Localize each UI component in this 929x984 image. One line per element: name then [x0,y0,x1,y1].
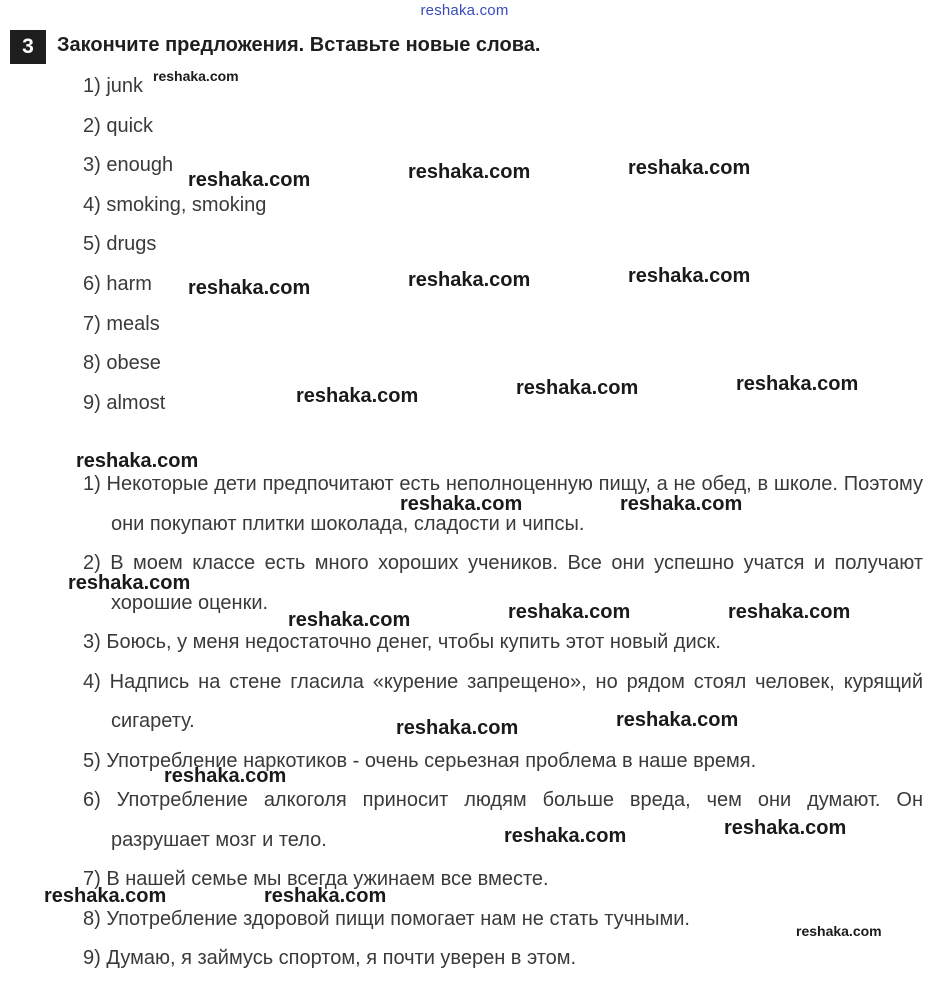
exercise-title: Закончите предложения. Вставьте новые слова. [57,34,541,56]
answer-item: 5) drugs [83,233,157,256]
watermark: reshaka.com [408,269,531,291]
watermark: reshaka.com [508,601,631,623]
answer-item: 7) meals [83,312,160,335]
answer-item: 9) almost [83,391,166,414]
answer-item: 2) quick [83,114,154,137]
translation-item: 5) Употребление наркотиков - очень серьезная проблема в наше время. [83,749,757,772]
watermark: reshaka.com [516,377,639,399]
watermark: reshaka.com [796,923,882,939]
watermark: reshaka.com [400,493,523,515]
translation-item: 2) В моем классе есть много хороших учеников. Все они успешно учатся и получают хорошие оценки. [83,552,923,614]
answer-item: 8) obese [83,352,161,375]
exercise-number-badge: 3 [10,30,46,64]
watermark: reshaka.com [628,265,751,287]
watermark: reshaka.com [620,493,743,515]
watermark: reshaka.com [288,609,411,631]
answer-list [83,73,266,429]
watermark: reshaka.com [616,709,739,731]
watermark: reshaka.com [396,717,519,739]
watermark: reshaka.com [68,572,191,594]
watermark: reshaka.com [724,817,847,839]
answer-item: 6) harm [83,272,152,295]
watermark: reshaka.com [188,277,311,299]
site-header-watermark: reshaka.com [420,2,509,19]
answer-item: 4) smoking, smoking [83,193,267,216]
translation-item: 4) Надпись на стене гласила «курение запрещено», но рядом стоял человек, курящий сигарету. [83,670,923,732]
translation-item: 6) Употребление алкоголя приносит людям больше вреда, чем они думают. Он разрушает мозг и тело. [83,789,923,851]
watermark: reshaka.com [628,157,751,179]
answer-item: 3) enough [83,154,174,177]
watermark: reshaka.com [296,385,419,407]
watermark: reshaka.com [264,885,387,907]
translation-item: 9) Думаю, я займусь спортом, я почти уверен в этом. [83,947,577,969]
watermark: reshaka.com [44,885,167,907]
watermark: reshaka.com [188,169,311,191]
watermark: reshaka.com [736,373,859,395]
watermark: reshaka.com [408,161,531,183]
translation-item: 7) В нашей семье мы всегда ужинаем все вместе. [83,868,549,890]
translation-item: 1) Некоторые дети предпочитают есть неполноценную пищу, а не обед, в школе. Поэтому они покупают плитки шоколада, сладости и чипсы. [83,473,923,535]
watermark: reshaka.com [504,825,627,847]
translation-item: 3) Боюсь, у меня недостаточно денег, чтобы купить этот новый диск. [83,631,721,653]
watermark: reshaka.com [728,601,851,623]
watermark: reshaka.com [76,450,199,472]
answer-item: 1) junk [83,75,144,97]
watermark: reshaka.com [164,765,287,787]
watermark: reshaka.com [153,68,239,84]
translation-item: 8) Употребление здоровой пищи помогает нам не стать тучными. [83,907,690,930]
